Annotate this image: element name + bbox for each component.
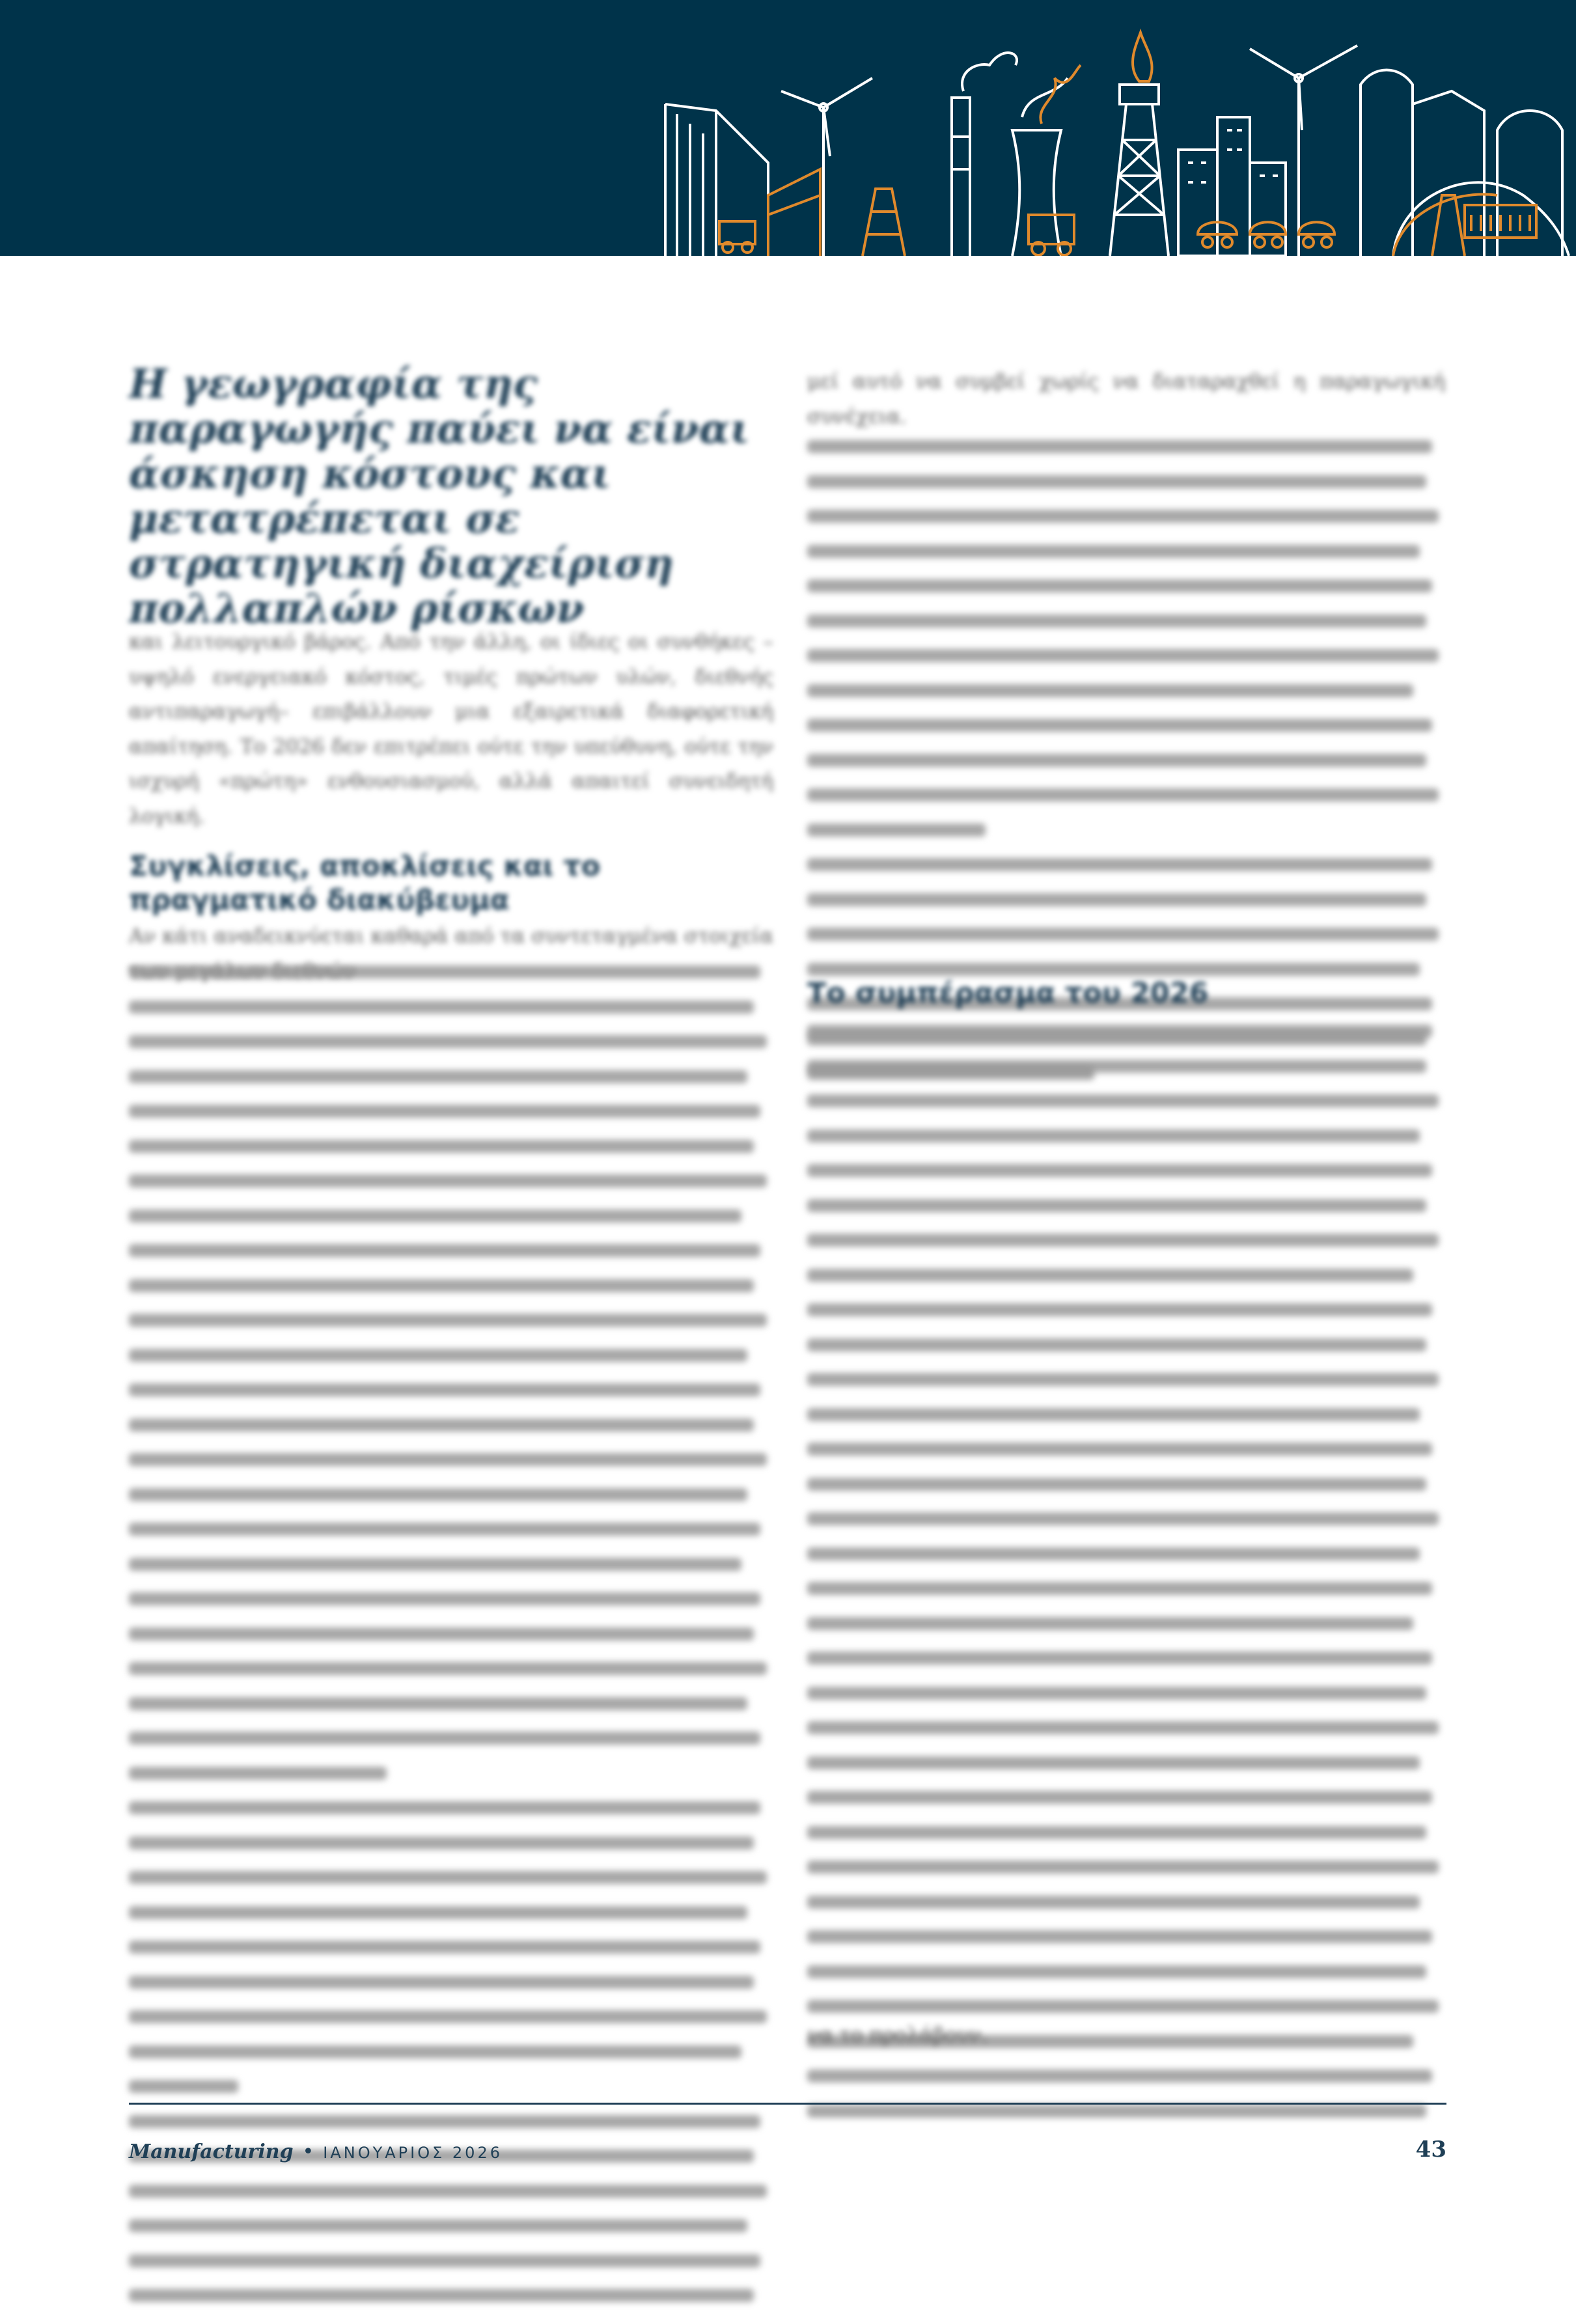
issue-date: ΙΑΝΟΥΑΡΙΟΣ 2026 [323,2144,503,2162]
footer-rule [129,2103,1446,2105]
left-body-text [129,965,773,2324]
industrial-skyline-illustration [0,0,1576,256]
right-last-line: να το προλάβουν. [807,2023,988,2047]
right-body-text-bottom [807,1025,1445,2139]
footer-separator: • [302,2140,314,2163]
right-subheading: Το συμπέρασμα του 2026 [807,977,1209,1010]
right-intro-first-lines: μεί αυτό να συμβεί χωρίς να διαταραχθεί η παραγωγική συνέχεια. [807,370,1445,428]
left-subheading: Συγκλίσεις, αποκλίσεις και το πραγματικό διακύβευμα [129,850,601,917]
header-banner [0,0,1576,256]
left-intro-paragraph: και λειτουργικό βάρος. Από την άλλη, οι ίδιες οι συνθήκες –υψηλό ενεργειακό κόστος, τιμές πρώτων υλών, διεθνής αντιπαραγωγή– επιβάλλουν μια εξαιρετικά διαφορετική απαίτηση. Το 2026 δεν επιτρέπει ούτε την υπεύθυνη, ούτε την ισχυρή «πρώτη» ενθουσιασμού, αλλά απαιτεί συνειδητή λογική. [129,630,773,828]
left-paragraph-first-line: Αν κάτι αναδεικνύεται καθαρά από τα συντεταγμένα στοιχεία [129,924,773,948]
article-headline: Η γεωγραφία της παραγωγής παύει να είναι άσκηση κόστους και μετατρέπεται σε στρατηγική διαχείριση πολλαπλών ρίσκων [129,360,750,632]
page-number: 43 [1415,2137,1446,2163]
footer-publication [129,2140,503,2163]
magazine-name: Manufacturing [129,2140,294,2163]
